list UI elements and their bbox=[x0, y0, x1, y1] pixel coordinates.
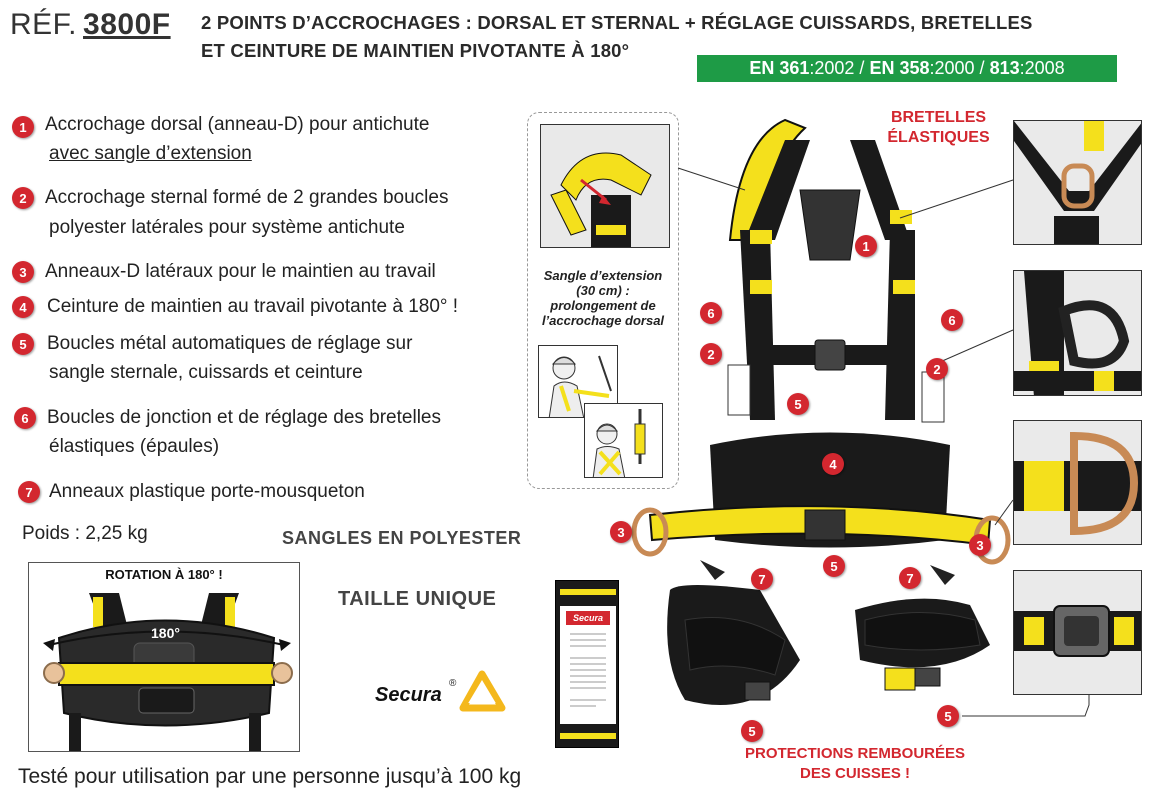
feature-5-line1: Boucles métal automatiques de réglage sur bbox=[47, 333, 413, 354]
feature-3-line1: Anneaux-D latéraux pour le maintien au travail bbox=[45, 261, 436, 282]
secura-logo-text: Secura bbox=[375, 684, 442, 706]
detail-photo-buckle bbox=[1013, 570, 1142, 695]
detail-photo-dorsal bbox=[1013, 120, 1142, 245]
callout-number: 7 bbox=[899, 567, 921, 589]
padded-thighs-line: PROTECTIONS REMBOURÉES bbox=[744, 745, 966, 762]
weight-label: Poids : 2,25 kg bbox=[22, 523, 148, 544]
feature-number: 5 bbox=[12, 333, 34, 355]
feature-2-line1: Accrochage sternal formé de 2 grandes boucles bbox=[45, 187, 449, 208]
elastic-straps-line: ÉLASTIQUES bbox=[887, 129, 990, 146]
standard-3: 813 bbox=[989, 58, 1020, 78]
callout-number: 3 bbox=[969, 534, 991, 556]
callout-number: 6 bbox=[941, 309, 963, 331]
callout-number: 3 bbox=[610, 521, 632, 543]
elastic-straps-label bbox=[866, 108, 1011, 148]
standard-1-year: :2002 / bbox=[809, 58, 865, 78]
standard-1: EN 361 bbox=[749, 58, 810, 78]
extension-caption-line: Sangle d’extension bbox=[543, 268, 663, 283]
product-title-line1: 2 POINTS D’ACCROCHAGES : DORSAL ET STERNAL + RÉGLAGE CUISSARDS, BRETELLES bbox=[201, 12, 1033, 33]
callout-number: 6 bbox=[700, 302, 722, 324]
feature-number: 6 bbox=[14, 407, 36, 429]
callout-number: 5 bbox=[937, 705, 959, 727]
standard-3-year: :2008 bbox=[1019, 58, 1065, 78]
feature-number: 3 bbox=[12, 261, 34, 283]
standard-2: EN 358 bbox=[869, 58, 930, 78]
feature-number: 7 bbox=[18, 481, 40, 503]
feature-1-line1: Accrochage dorsal (anneau-D) pour antichute bbox=[45, 114, 430, 135]
feature-2-line2: polyester latérales pour système antichute bbox=[49, 217, 405, 238]
feature-5-line2: sangle sternale, cuissards et ceinture bbox=[49, 362, 363, 383]
callout-number: 1 bbox=[855, 235, 877, 257]
dorsal-ring-illustration bbox=[1014, 121, 1142, 245]
padded-thighs-label bbox=[720, 744, 990, 784]
standard-2-year: :2000 / bbox=[929, 58, 985, 78]
auto-buckle-illustration bbox=[1014, 571, 1142, 695]
reference-prefix: RÉF. bbox=[10, 8, 78, 41]
registered-mark: ® bbox=[449, 678, 457, 689]
callout-number: 5 bbox=[787, 393, 809, 415]
straps-material-label: SANGLES EN POLYESTER bbox=[282, 528, 522, 548]
feature-number: 2 bbox=[12, 187, 34, 209]
side-d-ring-illustration bbox=[1014, 421, 1142, 545]
sternal-loop-illustration bbox=[1014, 271, 1142, 396]
rotation-degree: 180° bbox=[151, 625, 180, 641]
detail-photo-sternal bbox=[1013, 270, 1142, 396]
callout-number: 5 bbox=[741, 720, 763, 742]
callout-number: 4 bbox=[822, 453, 844, 475]
callout-number: 7 bbox=[751, 568, 773, 590]
feature-1-line2: avec sangle d’extension bbox=[49, 143, 252, 164]
feature-7-line1: Anneaux plastique porte-mousqueton bbox=[49, 481, 365, 502]
callout-number: 2 bbox=[926, 358, 948, 380]
detail-photo-side-ring bbox=[1013, 420, 1142, 545]
feature-6-line2: élastiques (épaules) bbox=[49, 436, 220, 457]
feature-6-line1: Boucles de jonction et de réglage des bretelles bbox=[47, 407, 441, 428]
extension-caption-line: (30 cm) : bbox=[576, 283, 630, 298]
padded-thighs-line: DES CUISSES ! bbox=[799, 765, 911, 782]
extension-caption-line: l’accrochage dorsal bbox=[541, 313, 665, 328]
tag-brand: Secura bbox=[566, 611, 610, 625]
size-label: TAILLE UNIQUE bbox=[338, 588, 497, 610]
feature-4-line1: Ceinture de maintien au travail pivotante à 180° ! bbox=[47, 296, 459, 317]
feature-number: 4 bbox=[12, 296, 34, 318]
extension-caption-line: prolongement de bbox=[550, 298, 656, 313]
tested-capacity-note: Testé pour utilisation par une personne jusqu’à 100 kg bbox=[18, 765, 522, 788]
callout-number: 2 bbox=[700, 343, 722, 365]
elastic-straps-line: BRETELLES bbox=[890, 109, 987, 126]
feature-number: 1 bbox=[12, 116, 34, 138]
reference-code: 3800F bbox=[83, 8, 171, 41]
rotation-title: ROTATION À 180° ! bbox=[105, 567, 223, 582]
product-title-line2: ET CEINTURE DE MAINTIEN PIVOTANTE À 180° bbox=[201, 40, 630, 61]
callout-number: 5 bbox=[823, 555, 845, 577]
